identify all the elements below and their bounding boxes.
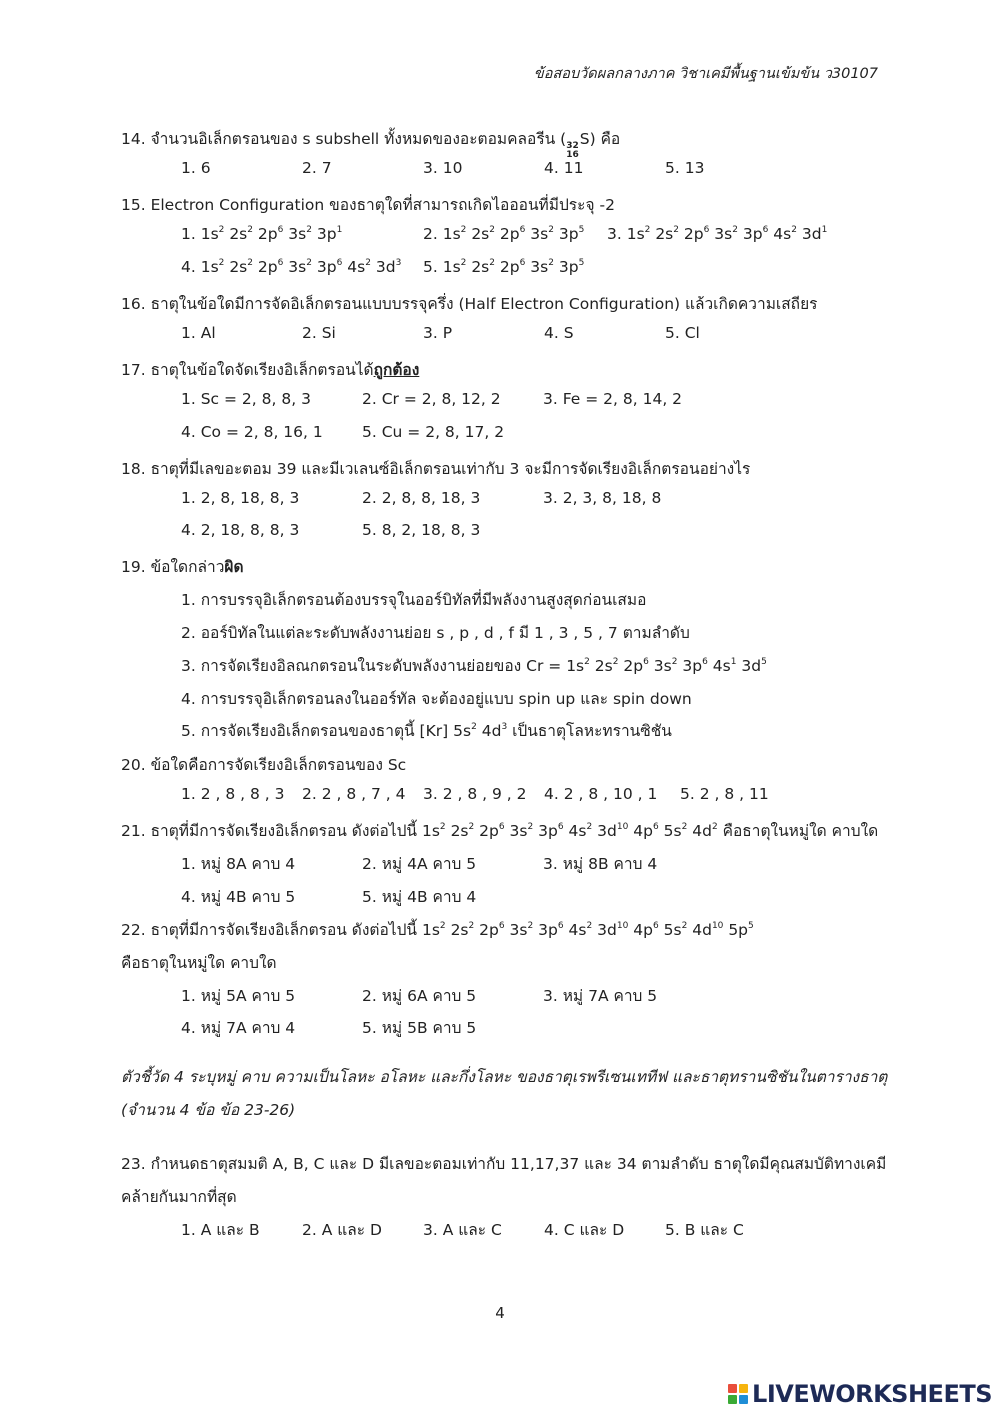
option[interactable]: 3. การจัดเรียงอิลณกตรอนในระดับพลังงานย่อยของ $Cr = 1s^2$ $2s^2$ $2p^6$ $3s^2$ $3p^6$ $4s^1$ $3d^5$ [181, 657, 767, 675]
option[interactable]: 3. หมู่ 7A คาบ 5 [543, 987, 658, 1005]
emphasis-wrong: ผิด [224, 558, 244, 576]
option[interactable]: 5. $1s^2$ $2s^2$ $2p^6$ $3s^2$ $3p^5$ [423, 258, 585, 276]
option[interactable]: 1. หมู่ 8A คาบ 4 [181, 855, 296, 873]
option[interactable]: 4. 2 , 8 , 10 , 1 [544, 785, 658, 803]
option[interactable]: 3. 2, 3, 8, 18, 8 [543, 489, 662, 507]
learning-indicator: ตัวชี้วัด 4 ระบุหมู่ คาบ ความเป็นโลหะ อโลหะ และกึ่งโลหะ ของธาตุเรพรีเซนเททีฟ และธาตุทรานซิชันในตารางธาตุ (จำนวน 4 ข้อ ข้อ 23-26) [121, 1068, 888, 1119]
logo-text: LIVEWORKSHEETS [752, 1380, 992, 1408]
option[interactable]: 1. 6 [181, 159, 211, 177]
option[interactable]: 4. หมู่ 7A คาบ 4 [181, 1019, 296, 1037]
question-21: 21. ธาตุที่มีการจัดเรียงอิเล็กตรอน ดังต่อไปนี้ $1s^2$ $2s^2$ $2p^6$ $3s^2$ $3p^6$ $4s^2$ $3d^{10}$ $4p^6$ $5s^2$ $4d^2$ คือธาตุในหมู่ใด คาบใด [121, 822, 879, 840]
nuclide-notation: 32 16 [566, 141, 579, 160]
question-23-cont: คล้ายกันมากที่สุด [121, 1188, 237, 1206]
liveworksheets-logo[interactable] [728, 1379, 992, 1409]
option[interactable]: 4. S [544, 324, 574, 342]
question-20: 20. ข้อใดคือการจัดเรียงอิเล็กตรอนของ Sc [121, 756, 407, 774]
option[interactable]: 3. P [423, 324, 453, 342]
question-22: 22. ธาตุที่มีการจัดเรียงอิเล็กตรอน ดังต่อไปนี้ $1s^2$ $2s^2$ $2p^6$ $3s^2$ $3p^6$ $4s^2$ $3d^{10}$ $4p^6$ $5s^2$ $4d^{10}$ $5p^5$ [121, 921, 754, 939]
logo-square [728, 1384, 737, 1393]
question-19: 19. ข้อใดกล่าวผิด [121, 558, 244, 576]
option[interactable]: 5. การจัดเรียงอิเล็กตรอนของธาตุนี้ [Kr] $5s^2$ $4d^3$ เป็นธาตุโลหะทรานซิชัน [181, 722, 672, 740]
logo-icon [728, 1384, 748, 1404]
question-18: 18. ธาตุที่มีเลขอะตอม 39 และมีเวเลนซ์อิเล็กตรอนเท่ากับ 3 จะมีการจัดเรียงอิเล็กตรอนอย่างไร [121, 460, 751, 478]
option[interactable]: 3. หมู่ 8B คาบ 4 [543, 855, 658, 873]
electron-configuration: $1s^2$ $2s^2$ $2p^6$ $3s^2$ $3p^6$ $4s^2$ $3d^{10}$ $4p^6$ $5s^2$ $4d^2$ [421, 822, 718, 840]
option[interactable]: 3. $1s^2$ $2s^2$ $2p^6$ $3s^2$ $3p^6$ $4s^2$ $3d^1$ [607, 225, 828, 243]
option[interactable]: 5. Cu = 2, 8, 17, 2 [362, 423, 505, 441]
question-15: 15. Electron Configuration ของธาตุใดที่สามารถเกิดไอออนที่มีประจุ -2 [121, 196, 615, 214]
option[interactable]: 5. หมู่ 5B คาบ 5 [362, 1019, 477, 1037]
option[interactable]: 2. 2 , 8 , 7 , 4 [302, 785, 406, 803]
option[interactable]: 2. Si [302, 324, 336, 342]
option[interactable]: 2. ออร์บิทัลในแต่ละระดับพลังงานย่อย s , p , d , f มี 1 , 3 , 5 , 7 ตามลำดับ [181, 624, 690, 642]
logo-square [728, 1395, 737, 1404]
question-17: 17. ธาตุในข้อใดจัดเรียงอิเล็กตรอนได้ถูกต้อง [121, 361, 420, 379]
logo-square [739, 1395, 748, 1404]
option[interactable]: 5. B และ C [665, 1221, 744, 1239]
option[interactable]: 5. หมู่ 4B คาบ 4 [362, 888, 477, 906]
option[interactable]: 4. 11 [544, 159, 584, 177]
option[interactable]: 1. Al [181, 324, 216, 342]
option[interactable]: 2. $1s^2$ $2s^2$ $2p^6$ $3s^2$ $3p^5$ [423, 225, 585, 243]
option[interactable]: 2. 2, 8, 8, 18, 3 [362, 489, 481, 507]
option[interactable]: 5. 13 [665, 159, 705, 177]
option[interactable]: 2. หมู่ 6A คาบ 5 [362, 987, 477, 1005]
option[interactable]: 3. A และ C [423, 1221, 502, 1239]
option[interactable]: 5. 8, 2, 18, 8, 3 [362, 521, 481, 539]
option[interactable]: 4. การบรรจุอิเล็กตรอนลงในออร์ทัล จะต้องอยู่แบบ spin up และ spin down [181, 690, 692, 708]
emphasis-correct: ถูกต้อง [373, 361, 420, 379]
option[interactable]: 1. A และ B [181, 1221, 260, 1239]
logo-square [739, 1384, 748, 1393]
option[interactable]: 3. 2 , 8 , 9 , 2 [423, 785, 527, 803]
option[interactable]: 2. หมู่ 4A คาบ 5 [362, 855, 477, 873]
question-22-cont: คือธาตุในหมู่ใด คาบใด [121, 954, 277, 972]
option[interactable]: 3. Fe = 2, 8, 14, 2 [543, 390, 683, 408]
option[interactable]: 1. $1s^2$ $2s^2$ $2p^6$ $3s^2$ $3p^1$ [181, 225, 343, 243]
page-number: 4 [495, 1304, 505, 1322]
option[interactable]: 4. หมู่ 4B คาบ 5 [181, 888, 296, 906]
option[interactable]: 1. 2 , 8 , 8 , 3 [181, 785, 285, 803]
question-14: 14. จำนวนอิเล็กตรอนของ s subshell ทั้งหมดของอะตอมคลอรีน ( 32 16 S) คือ [121, 130, 621, 160]
electron-configuration: $1s^2$ $2s^2$ $2p^6$ $3s^2$ $3p^6$ $4s^2$ $3d^{10}$ $4p^6$ $5s^2$ $4d^{10}$ $5p^5$ [421, 921, 754, 939]
option[interactable]: 4. C และ D [544, 1221, 625, 1239]
option[interactable]: 2. Cr = 2, 8, 12, 2 [362, 390, 501, 408]
option[interactable]: 1. 2, 8, 18, 8, 3 [181, 489, 300, 507]
option[interactable]: 4. $1s^2$ $2s^2$ $2p^6$ $3s^2$ $3p^6$ $4s^2$ $3d^3$ [181, 258, 402, 276]
option[interactable]: 5. 2 , 8 , 11 [680, 785, 769, 803]
option[interactable]: 1. หมู่ 5A คาบ 5 [181, 987, 296, 1005]
option[interactable]: 1. การบรรจุอิเล็กตรอนต้องบรรจุในออร์บิทัลที่มีพลังงานสูงสุดก่อนเสมอ [181, 591, 647, 609]
option[interactable]: 5. Cl [665, 324, 700, 342]
question-23: 23. กำหนดธาตุสมมติ A, B, C และ D มีเลขอะตอมเท่ากับ 11,17,37 และ 34 ตามลำดับ ธาตุใดมีคุณสมบัติทางเคมี [121, 1155, 887, 1173]
question-16: 16. ธาตุในข้อใดมีการจัดอิเล็กตรอนแบบบรรจุครึ่ง (Half Electron Configuration) แล้วเกิดความเสถียร [121, 295, 818, 313]
option[interactable]: 4. 2, 18, 8, 8, 3 [181, 521, 300, 539]
option[interactable]: 1. Sc = 2, 8, 8, 3 [181, 390, 311, 408]
exam-header: ข้อสอบวัดผลกลางภาค วิชาเคมีพื้นฐานเข้มข้น ว30107 [533, 66, 878, 82]
option[interactable]: 4. Co = 2, 8, 16, 1 [181, 423, 323, 441]
option[interactable]: 2. 7 [302, 159, 332, 177]
option[interactable]: 2. A และ D [302, 1221, 382, 1239]
option[interactable]: 3. 10 [423, 159, 463, 177]
